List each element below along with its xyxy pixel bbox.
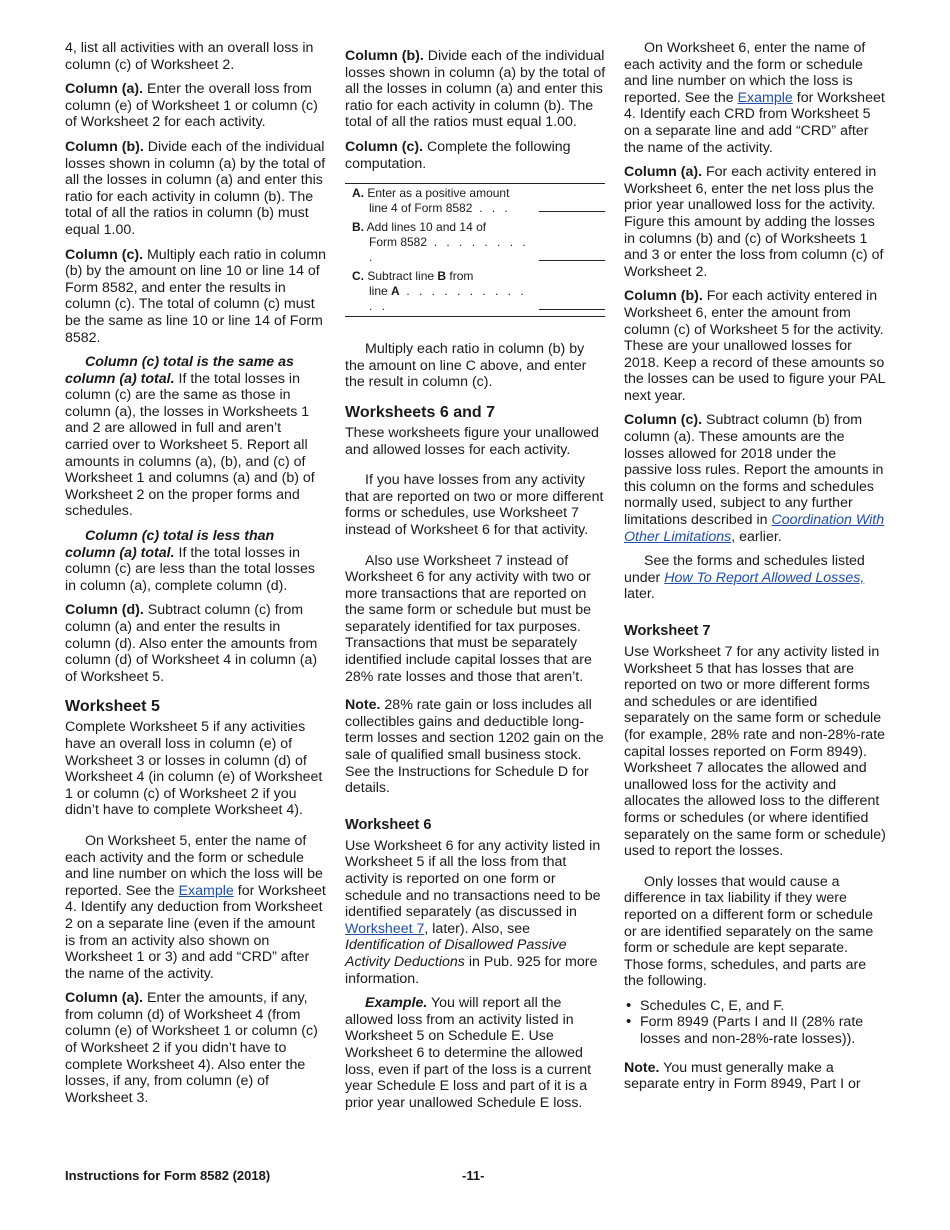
ws5-column-a-paragraph: Column (a). Enter the amounts, if any, from column (d) of Worksheet 4 (from column (e) of Worksheet 1 or column (c) of Worksheet 2 if you didn’t have to complete Worksheet 4). Also enter the losses, if any, from column (e) of Worksheet 3.	[65, 990, 318, 1106]
less-total-paragraph: Column (c) total is less than column (a) total. If the total losses in column (c) are less than the total losses in column (a), complete column (d).	[65, 528, 315, 594]
ws7-paragraph-1: Use Worksheet 7 for any activity listed in Worksheet 5 that has losses that are reported on two or more different forms and schedules or are identified separately on the same form or schedule (for example, 28% rate and non-28%-rate capital losses reported on Form 8949). Worksheet 7 allocates the allowed and unallowed loss for the activity and allocates the allowed loss to the different forms or schedules (or where identified separately on the same form or schedule) used to report the losses.	[624, 644, 886, 860]
ws5-intro: Complete Worksheet 5 if any activities have an overall loss in column (e) of Worksheet 3 or losses in column (d) of Worksheet 4 (in column (e) of Worksheet 1 or column (c) of Worksheet 2 if you didn’t have to complete Worksheet 4).	[65, 719, 323, 819]
multiply-paragraph: Multiply each ratio in column (b) by the amount on line C above, and enter the result in column (c).	[345, 341, 587, 391]
worksheet-5-heading: Worksheet 5	[65, 698, 160, 716]
line-b-row: B. Add lines 10 and 14 of Form 8582 . . . . . . . . .	[345, 218, 605, 267]
ws6-paragraph: Use Worksheet 6 for any activity listed in Worksheet 5 if all the loss from that activity is reported on one form or schedule and no transactions need to be identified separately (as discussed in Worksheet 7, later). Also, see Identification of Disallowed Passive Activity Deductions in Pub. 925 for more information.	[345, 837, 601, 987]
list-item: • Schedules C, E, and F.	[624, 998, 886, 1015]
line-c-row: C. Subtract line B from line A . . . . . . . . . . . .	[345, 267, 605, 317]
ws6-name-paragraph: On Worksheet 6, enter the name of each activity and the form or schedule and line number on which the loss is reported. See the Example for Worksheet 4. Identify each CRD from Worksheet 5 on a separate line and add “CRD” after the name of the activity.	[624, 40, 885, 156]
ws7-paragraph-2: Only losses that would cause a difference in tax liability if they were reported on a different form or schedule or are identified separately on the same form or schedule are kept separate. Those forms, schedules, and parts are the following.	[624, 873, 874, 990]
worksheet-7-heading: Worksheet 7	[624, 623, 711, 639]
line-b-input[interactable]	[539, 218, 605, 267]
column-c-paragraph: Column (c). Subtract column (b) from column (a). These amounts are the losses allowed for 2018 under the passive loss rules. Report the amounts in this column on the forms and schedules normally used, subject to any further limitations described in Coordination With Other Limitations, earlier.	[624, 412, 885, 545]
line-c-input[interactable]	[539, 267, 605, 317]
coordination-link[interactable]: Coordination With Other Limitations	[624, 512, 885, 545]
continued-paragraph: 4, list all activities with an overall loss in column (c) of Worksheet 2.	[65, 40, 314, 73]
ws67-intro: These worksheets figure your unallowed and allowed losses for each activity.	[345, 424, 599, 458]
example-link[interactable]: Example	[178, 882, 234, 899]
see-forms-paragraph: See the forms and schedules listed under How To Report Allowed Losses, later.	[624, 553, 865, 603]
worksheet-7-link[interactable]: Worksheet 7	[345, 920, 425, 937]
computation-table	[345, 183, 605, 317]
column-b-paragraph: Column (b). Divide each of the individual losses shown in column (a) by the total of all the losses in column (a) and enter this ratio for each activity in column (b). The total of all the ratios in column (b) must equal 1.00.	[65, 138, 326, 238]
page-number: -11-	[462, 1168, 485, 1183]
column-3	[624, 40, 886, 1101]
forms-list	[624, 998, 886, 1048]
note-paragraph: Note. 28% rate gain or loss includes all collectibles gains and deductible long-term losses and section 1202 gain on the sale of qualified small business stock. See the Instructions for Schedule D for details.	[345, 697, 604, 797]
column-a-paragraph: Column (a). For each activity entered in Worksheet 6, enter the net loss plus the prior year unallowed loss for the activity. Figure this amount by adding the losses in columns (b) and (c) of Worksheets 1 and 3 or enter the loss from column (c) of Worksheet 2.	[624, 164, 884, 280]
column-b-paragraph: Column (b). Divide each of the individual losses shown in column (a) by the total of all the losses in column (a) and enter this ratio for each activity in column (b). The total of all the ratios must equal 1.00.	[345, 48, 606, 131]
column-2	[345, 48, 607, 1119]
example-paragraph: Example. You will report all the allowed loss from an activity listed in Worksheet 5 on Schedule E. Use Worksheet 6 to determine the allowed loss, even if part of the loss is a current year Schedule E loss and part of it is a prior year unallowed Schedule E loss.	[345, 995, 592, 1111]
example-link[interactable]: Example	[737, 89, 793, 106]
column-d-paragraph: Column (d). Subtract column (c) from column (a) and enter the results in column (d). Also enter the amounts from column (d) of Worksheet 4 in column (a) of Worksheet 5.	[65, 602, 318, 685]
ws67-paragraph-2: If you have losses from any activity that are reported on two or more different forms or schedules, use Worksheet 7 instead of Worksheet 6 for that activity.	[345, 472, 604, 538]
same-total-paragraph: Column (c) total is the same as column (a) total. If the total losses in column (c) are the same as those in column (a), the losses in Worksheets 1 and 2 are allowed in full and aren’t carried over to Worksheet 5. Report all amounts in columns (a), (b), and (c) of Worksheet 1 and columns (a) and (b) of Worksheet 2 on the proper forms and schedules.	[65, 354, 315, 520]
ws5-paragraph-2: On Worksheet 5, enter the name of each activity and the form or schedule and line number on which the loss will be reported. See the Example for Worksheet 4. Identify any deduction from Worksheet 2 on a separate line (even if the amount is from an activity also shown on Worksheet 1 or 3) and add “CRD” after the name of the activity.	[65, 832, 326, 982]
column-a-paragraph: Column (a). Enter the overall loss from column (e) of Worksheet 1 or column (c) of Worksheet 2 for each activity.	[65, 81, 318, 131]
column-c-paragraph: Column (c). Multiply each ratio in column (b) by the amount on line 10 or line 14 of Form 8582, and enter the results in column (c). The total of column (c) must be the same as line 10 or line 14 of Form 8582.	[65, 246, 326, 346]
note-paragraph: Note. You must generally make a separate entry in Form 8949, Part I or	[624, 1059, 861, 1093]
worksheets-6-7-heading: Worksheets 6 and 7	[345, 403, 495, 421]
column-b-paragraph: Column (b). For each activity entered in Worksheet 6, enter the amount from column (c) of Worksheet 5 for the activity. These are your unallowed losses for 2018. Keep a record of these amounts so the losses can be used to figure your PAL next year.	[624, 288, 886, 404]
ws67-paragraph-3: Also use Worksheet 7 instead of Worksheet 6 for any activity with two or more transactions that are reported on the same form or schedule but must be separately identified for tax purposes. Transactions that must be separately identified include capital losses that are 28% rate losses and those that aren’t.	[345, 552, 592, 685]
column-c-paragraph: Column (c). Complete the following computation.	[345, 138, 571, 172]
line-a-row: A. Enter as a positive amount line 4 of Form 8582 . . .	[345, 184, 605, 219]
column-1	[65, 40, 327, 1114]
line-a-input[interactable]	[539, 184, 605, 219]
list-item: • Form 8949 (Parts I and II (28% rate losses and non-28%-rate losses)).	[624, 1014, 886, 1047]
how-to-report-link[interactable]: How To Report Allowed Losses,	[664, 569, 865, 586]
worksheet-6-heading: Worksheet 6	[345, 816, 432, 833]
footer-title: Instructions for Form 8582 (2018)	[65, 1168, 271, 1183]
